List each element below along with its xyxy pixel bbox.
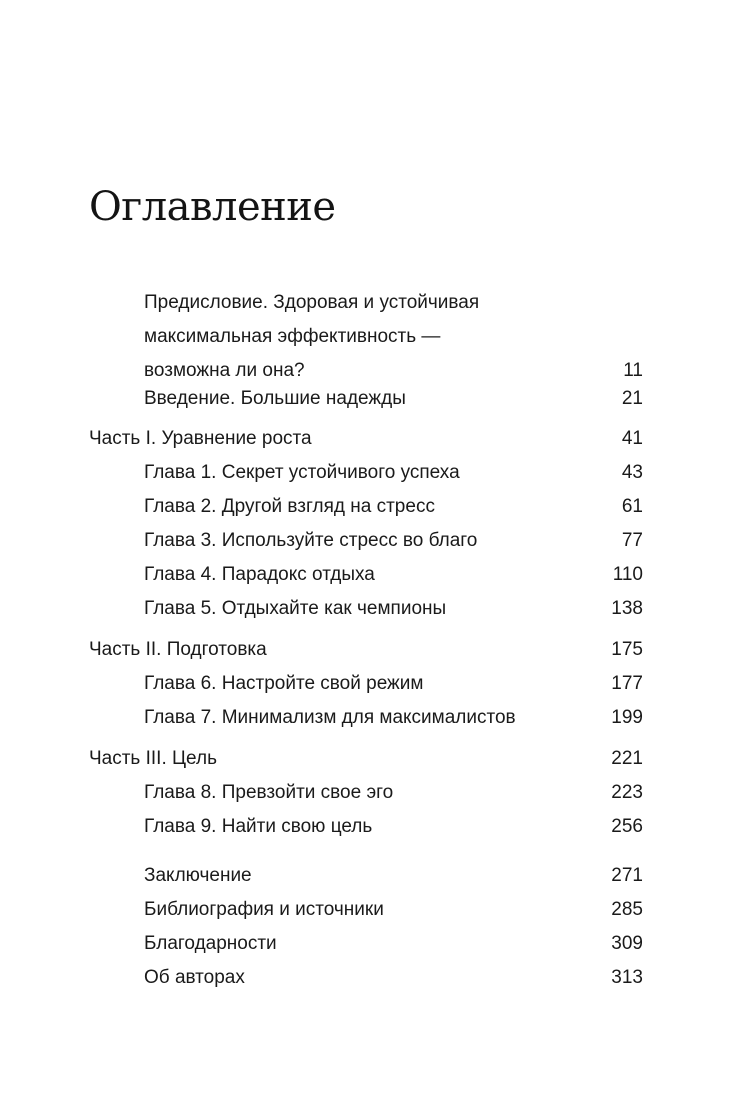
toc-entry-page-number: 221: [611, 748, 643, 769]
toc-entry-line: максимальная эффективность —: [144, 326, 441, 347]
toc-entry-title: Часть I. Уравнение роста: [89, 428, 312, 449]
toc-entry-title: Глава 6. Настройте свой режим: [144, 673, 424, 694]
toc-entry-page-number: 256: [611, 816, 643, 837]
toc-entry-page-number: 43: [621, 462, 643, 483]
toc-entry-title: Глава 3. Используйте стресс во благо: [144, 530, 478, 551]
toc-entry-page-number: 41: [621, 428, 643, 449]
toc-entry-page-number: 61: [621, 496, 643, 517]
toc-entry-title: Библиография и источники: [144, 899, 384, 920]
toc-entry-page-number: 313: [611, 967, 643, 988]
toc-entry-page-number: 110: [612, 564, 643, 585]
toc-entry-title: [144, 286, 479, 388]
toc-entry-title: Глава 9. Найти свою цель: [144, 816, 373, 837]
toc-entry-page-number: 285: [611, 899, 643, 920]
toc-entry-title: Благодарности: [144, 933, 277, 954]
toc-entry-title: Глава 7. Минимализм для максималистов: [144, 707, 516, 728]
toc-entry-page-number: 177: [611, 673, 643, 694]
toc-entry-title: Глава 1. Секрет устойчивого успеха: [144, 462, 460, 483]
toc-entry-line: Предисловие. Здоровая и устойчивая: [144, 292, 480, 313]
toc-entry-title: Часть III. Цель: [89, 748, 217, 769]
toc-entry-page-number: 21: [621, 388, 643, 409]
toc-entry-title: Введение. Большие надежды: [144, 388, 406, 409]
toc-entry-line: возможна ли она?: [144, 360, 305, 381]
toc-entry-page-number: 271: [611, 865, 643, 886]
toc-entry-title: Глава 8. Превзойти свое эго: [144, 782, 394, 803]
toc-entry-page-number: 309: [611, 933, 643, 954]
toc-entry-page-number: 138: [611, 598, 643, 619]
toc-entry-title: Часть II. Подготовка: [89, 639, 267, 660]
toc-entry-page-number: 11: [623, 360, 643, 381]
toc-entry-title: Глава 4. Парадокс отдыха: [144, 564, 375, 585]
toc-entry-page-number: 223: [611, 782, 643, 803]
toc-entry-page-number: 77: [621, 530, 643, 551]
toc-entry-title: Об авторах: [144, 967, 245, 988]
toc-entry-title: Глава 2. Другой взгляд на стресс: [144, 496, 435, 517]
toc-entry-title: Глава 5. Отдыхайте как чемпионы: [144, 598, 447, 619]
toc-entry-page-number: 175: [611, 639, 643, 660]
toc-entry-page-number: 199: [611, 707, 643, 728]
toc-entry-title: Заключение: [144, 865, 252, 886]
page-title: Оглавление: [89, 184, 336, 230]
